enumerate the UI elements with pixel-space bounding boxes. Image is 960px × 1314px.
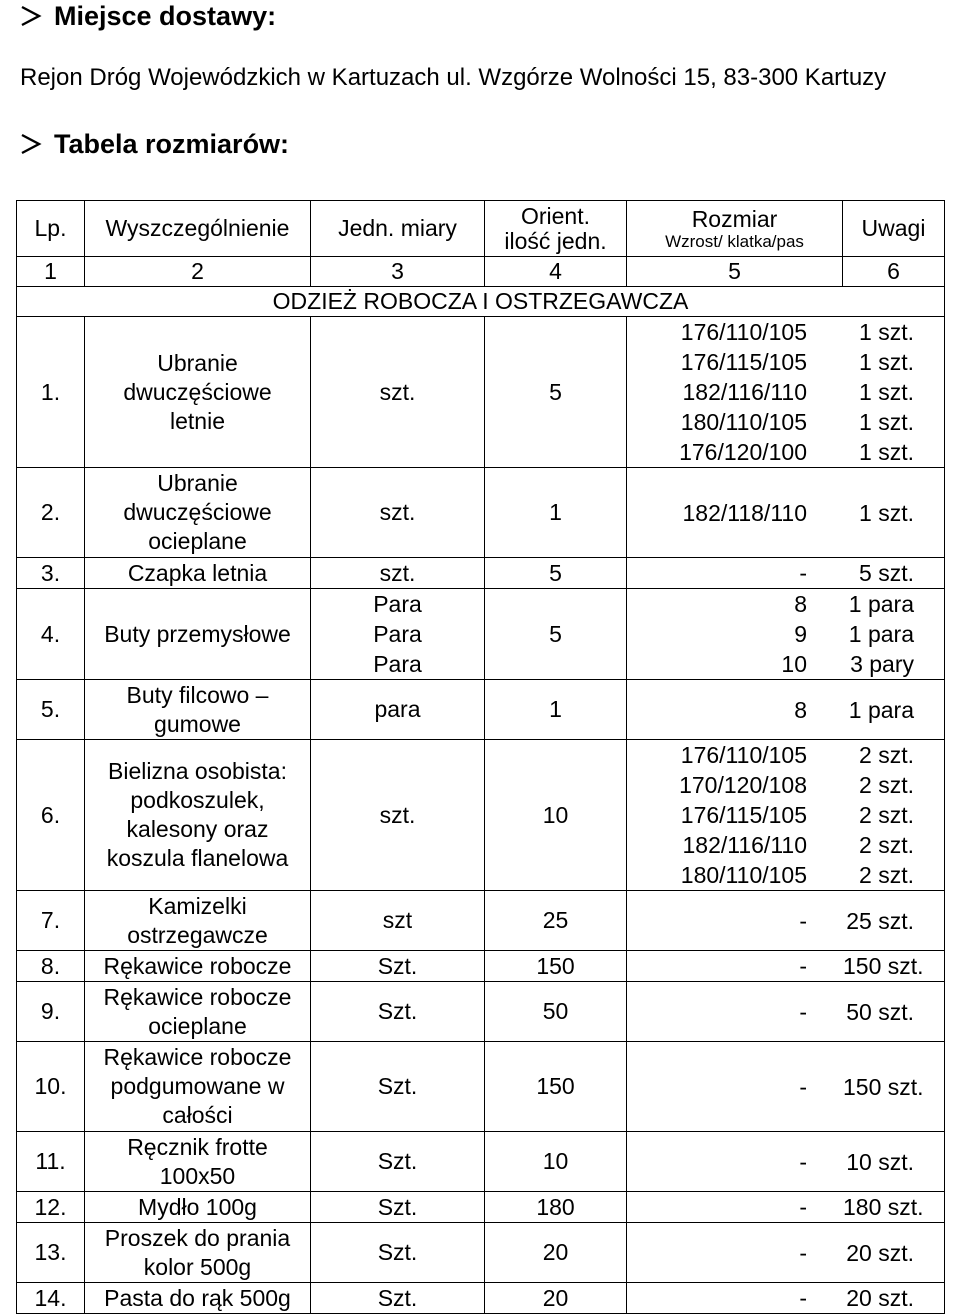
row-unit: Szt. — [311, 1223, 485, 1283]
row-units — [311, 589, 485, 680]
row-lp: 6. — [17, 740, 85, 891]
size-list — [627, 740, 944, 890]
row-qty: 5 — [485, 589, 627, 680]
table-row — [17, 1283, 945, 1314]
size-list — [627, 1283, 944, 1313]
row-note: 150 szt. — [843, 1073, 924, 1100]
row-item-name-line: Buty przemysłowe — [104, 620, 291, 647]
table-row — [17, 317, 945, 468]
row-qty: 1 — [485, 680, 627, 740]
row-unit: Para — [373, 651, 422, 677]
section-row — [17, 287, 945, 317]
row-lp: 13. — [17, 1223, 85, 1283]
row-item-name-line: Mydło 100g — [138, 1193, 257, 1220]
row-lp: 11. — [17, 1132, 85, 1192]
row-item-name-line: ocieplane — [148, 528, 247, 554]
row-size: 180/110/105 — [680, 862, 807, 888]
row-note: 1 szt. — [859, 349, 914, 375]
row-unit: Szt. — [311, 1132, 485, 1192]
row-item-name — [85, 951, 311, 982]
row-qty: 50 — [485, 982, 627, 1042]
row-qty: 150 — [485, 1042, 627, 1132]
row-lp: 2. — [17, 468, 85, 558]
section-title: ODZIEŻ ROBOCZA I OSTRZEGAWCZA — [17, 287, 945, 317]
unit-list — [311, 589, 484, 679]
row-item-name-line: Rękawice robocze — [103, 1044, 292, 1070]
row-size: - — [799, 953, 807, 979]
table-row — [17, 1132, 945, 1192]
size-table — [16, 200, 945, 1314]
row-unit: szt — [311, 891, 485, 951]
row-item-name — [85, 1283, 311, 1314]
row-size: 170/120/108 — [679, 772, 807, 798]
size-list — [627, 1238, 944, 1268]
table-row — [17, 891, 945, 951]
row-sizes — [627, 740, 945, 891]
row-sizes — [627, 1223, 945, 1283]
row-sizes — [627, 891, 945, 951]
row-item-name-line: kolor 500g — [143, 1253, 252, 1280]
row-lp: 7. — [17, 891, 85, 951]
row-item-name-line: Ubranie — [157, 470, 238, 496]
row-unit: szt. — [311, 740, 485, 891]
row-note: 1 szt. — [859, 409, 914, 435]
row-qty: 180 — [485, 1192, 627, 1223]
row-lp: 8. — [17, 951, 85, 982]
row-lp: 4. — [17, 589, 85, 680]
row-unit: Szt. — [311, 951, 485, 982]
size-list — [627, 695, 944, 725]
row-item-name-line: Kamizelki — [148, 892, 247, 919]
row-note: 2 szt. — [859, 832, 914, 858]
row-size: - — [799, 560, 807, 586]
row-lp: 10. — [17, 1042, 85, 1132]
row-note: 2 szt. — [859, 802, 914, 828]
row-size: 182/116/110 — [682, 832, 807, 858]
table-row — [17, 982, 945, 1042]
row-note: 2 szt. — [859, 862, 914, 888]
row-size: 9 — [794, 621, 807, 647]
header-size-sub: Wzrost/ klatka/pas — [665, 231, 804, 251]
size-list — [627, 558, 944, 588]
row-sizes — [627, 982, 945, 1042]
row-sizes — [627, 468, 945, 558]
row-item-name-line: ostrzegawcze — [127, 921, 268, 948]
row-lp: 5. — [17, 680, 85, 740]
row-sizes — [627, 680, 945, 740]
header-size — [627, 201, 843, 257]
row-unit: szt. — [311, 468, 485, 558]
row-sizes — [627, 1132, 945, 1192]
row-unit: Para — [373, 621, 422, 647]
row-note: 1 para — [848, 621, 914, 647]
table-row — [17, 1223, 945, 1283]
row-note: 1 para — [848, 591, 914, 617]
row-note: 3 pary — [850, 651, 914, 677]
row-item-name-line: dwuczęściowe — [123, 499, 272, 525]
row-item-name-line: koszula flanelowa — [106, 845, 289, 871]
row-item-name-line: 100x50 — [159, 1162, 236, 1189]
row-qty: 5 — [485, 317, 627, 468]
row-size: 176/115/105 — [680, 802, 807, 828]
table-header-row — [17, 201, 945, 257]
row-item-name-line: gumowe — [154, 710, 241, 737]
row-sizes — [627, 1192, 945, 1223]
row-item-name — [85, 680, 311, 740]
size-table-heading-row — [20, 126, 289, 162]
row-item-name-line: dwuczęściowe — [123, 378, 272, 405]
row-sizes — [627, 1042, 945, 1132]
row-item-name-line: Rękawice robocze — [103, 952, 292, 979]
row-unit: para — [311, 680, 485, 740]
delivery-heading: Miejsce dostawy: — [54, 0, 277, 31]
row-item-name-line: kalesony oraz — [126, 816, 269, 842]
arrowhead-bullet-icon — [20, 132, 42, 156]
row-sizes — [627, 558, 945, 589]
row-unit: Para — [373, 591, 422, 617]
header-unit: Jedn. miary — [311, 201, 485, 257]
row-size: 176/110/105 — [680, 319, 807, 345]
row-size: - — [799, 1194, 807, 1220]
table-row — [17, 680, 945, 740]
row-item-name — [85, 982, 311, 1042]
row-item-name — [85, 740, 311, 891]
row-item-name-line: ocieplane — [148, 1012, 247, 1039]
row-size: - — [799, 907, 807, 934]
table-row — [17, 468, 945, 558]
size-list — [627, 317, 944, 467]
row-qty: 10 — [485, 1132, 627, 1192]
row-size: 8 — [794, 696, 807, 723]
row-item-name-line: całości — [162, 1102, 233, 1128]
header-qty-line2: ilość jedn. — [504, 227, 607, 254]
row-size: - — [799, 1073, 807, 1100]
size-list — [627, 1192, 944, 1222]
header-lp: Lp. — [17, 201, 85, 257]
row-unit: szt. — [311, 317, 485, 468]
row-size: 8 — [794, 591, 807, 617]
row-item-name — [85, 1042, 311, 1132]
size-table-heading: Tabela rozmiarów: — [54, 128, 290, 159]
row-unit: Szt. — [311, 1042, 485, 1132]
row-item-name — [85, 1223, 311, 1283]
row-item-name-line: podkoszulek, — [130, 787, 265, 813]
col-number: 2 — [85, 257, 311, 287]
col-number: 1 — [17, 257, 85, 287]
row-item-name — [85, 1192, 311, 1223]
row-note: 20 szt. — [846, 1285, 914, 1311]
row-note: 150 szt. — [843, 953, 924, 979]
size-list — [627, 1147, 944, 1177]
col-number: 6 — [843, 257, 945, 287]
row-item-name — [85, 317, 311, 468]
row-qty: 150 — [485, 951, 627, 982]
row-note: 1 szt. — [859, 499, 914, 526]
row-size: 182/118/110 — [682, 499, 807, 526]
row-size: - — [799, 1285, 807, 1311]
row-sizes — [627, 317, 945, 468]
row-qty: 10 — [485, 740, 627, 891]
col-number: 4 — [485, 257, 627, 287]
row-item-name-line: podgumowane w — [110, 1073, 285, 1099]
row-note: 1 szt. — [859, 439, 914, 465]
row-note: 180 szt. — [843, 1194, 924, 1220]
row-item-name — [85, 1132, 311, 1192]
row-note: 1 szt. — [859, 319, 914, 345]
row-sizes — [627, 951, 945, 982]
row-item-name — [85, 589, 311, 680]
row-lp: 14. — [17, 1283, 85, 1314]
size-list — [627, 589, 944, 679]
row-qty: 5 — [485, 558, 627, 589]
header-qty — [485, 201, 627, 257]
row-lp: 9. — [17, 982, 85, 1042]
row-note: 20 szt. — [846, 1239, 914, 1266]
row-note: 5 szt. — [859, 560, 914, 586]
size-list — [627, 906, 944, 936]
row-item-name — [85, 558, 311, 589]
row-item-name-line: Ręcznik frotte — [127, 1133, 268, 1160]
header-size-label: Rozmiar — [691, 205, 778, 232]
row-size: 10 — [781, 651, 807, 677]
row-item-name-line: Rękawice robocze — [103, 983, 292, 1010]
row-item-name-line: Buty filcowo – — [126, 681, 269, 708]
col-number: 5 — [627, 257, 843, 287]
arrowhead-bullet-icon — [20, 4, 42, 28]
row-item-name-line: Bielizna osobista: — [108, 758, 287, 784]
row-unit: szt. — [311, 558, 485, 589]
size-list — [627, 951, 944, 981]
header-qty-line1: Orient. — [520, 202, 591, 229]
row-size: 180/110/105 — [680, 409, 807, 435]
row-sizes — [627, 1283, 945, 1314]
row-size: - — [799, 998, 807, 1025]
row-note: 25 szt. — [846, 907, 914, 934]
row-qty: 20 — [485, 1283, 627, 1314]
table-row — [17, 558, 945, 589]
row-size: 176/115/105 — [680, 349, 807, 375]
table-row — [17, 951, 945, 982]
row-size: - — [799, 1239, 807, 1266]
table-row — [17, 1192, 945, 1223]
row-note: 2 szt. — [859, 742, 914, 768]
row-item-name — [85, 468, 311, 558]
row-qty: 1 — [485, 468, 627, 558]
row-item-name-line: Czapka letnia — [127, 559, 268, 586]
size-list — [627, 1072, 944, 1102]
row-unit: Szt. — [311, 982, 485, 1042]
row-item-name-line: letnie — [170, 407, 225, 434]
row-sizes — [627, 589, 945, 680]
row-note: 2 szt. — [859, 772, 914, 798]
delivery-address: Rejon Dróg Wojewódzkich w Kartuzach ul. Wzgórze Wolności 15, 83-300 Kartuzy — [20, 64, 887, 91]
col-number: 3 — [311, 257, 485, 287]
row-note: 50 szt. — [846, 998, 914, 1025]
row-note: 10 szt. — [846, 1148, 914, 1175]
header-item: Wyszczególnienie — [85, 201, 311, 257]
size-list — [627, 498, 944, 528]
table-row — [17, 589, 945, 680]
row-lp: 1. — [17, 317, 85, 468]
row-size: - — [799, 1148, 807, 1175]
table-row — [17, 1042, 945, 1132]
row-item-name-line: Ubranie — [157, 349, 238, 376]
row-unit: Szt. — [311, 1283, 485, 1314]
row-size: 176/110/105 — [680, 742, 807, 768]
row-qty: 25 — [485, 891, 627, 951]
row-unit: Szt. — [311, 1192, 485, 1223]
row-note: 1 para — [848, 696, 914, 723]
row-lp: 3. — [17, 558, 85, 589]
row-item-name — [85, 891, 311, 951]
row-lp: 12. — [17, 1192, 85, 1223]
row-note: 1 szt. — [859, 379, 914, 405]
table-row — [17, 740, 945, 891]
row-size: 182/116/110 — [682, 379, 807, 405]
size-list — [627, 997, 944, 1027]
row-qty: 20 — [485, 1223, 627, 1283]
row-item-name-line: Proszek do prania — [104, 1224, 291, 1251]
header-notes: Uwagi — [843, 201, 945, 257]
row-size: 176/120/100 — [679, 439, 807, 465]
column-number-row — [17, 257, 945, 287]
delivery-heading-row — [20, 0, 276, 32]
row-item-name-line: Pasta do rąk 500g — [104, 1284, 291, 1311]
